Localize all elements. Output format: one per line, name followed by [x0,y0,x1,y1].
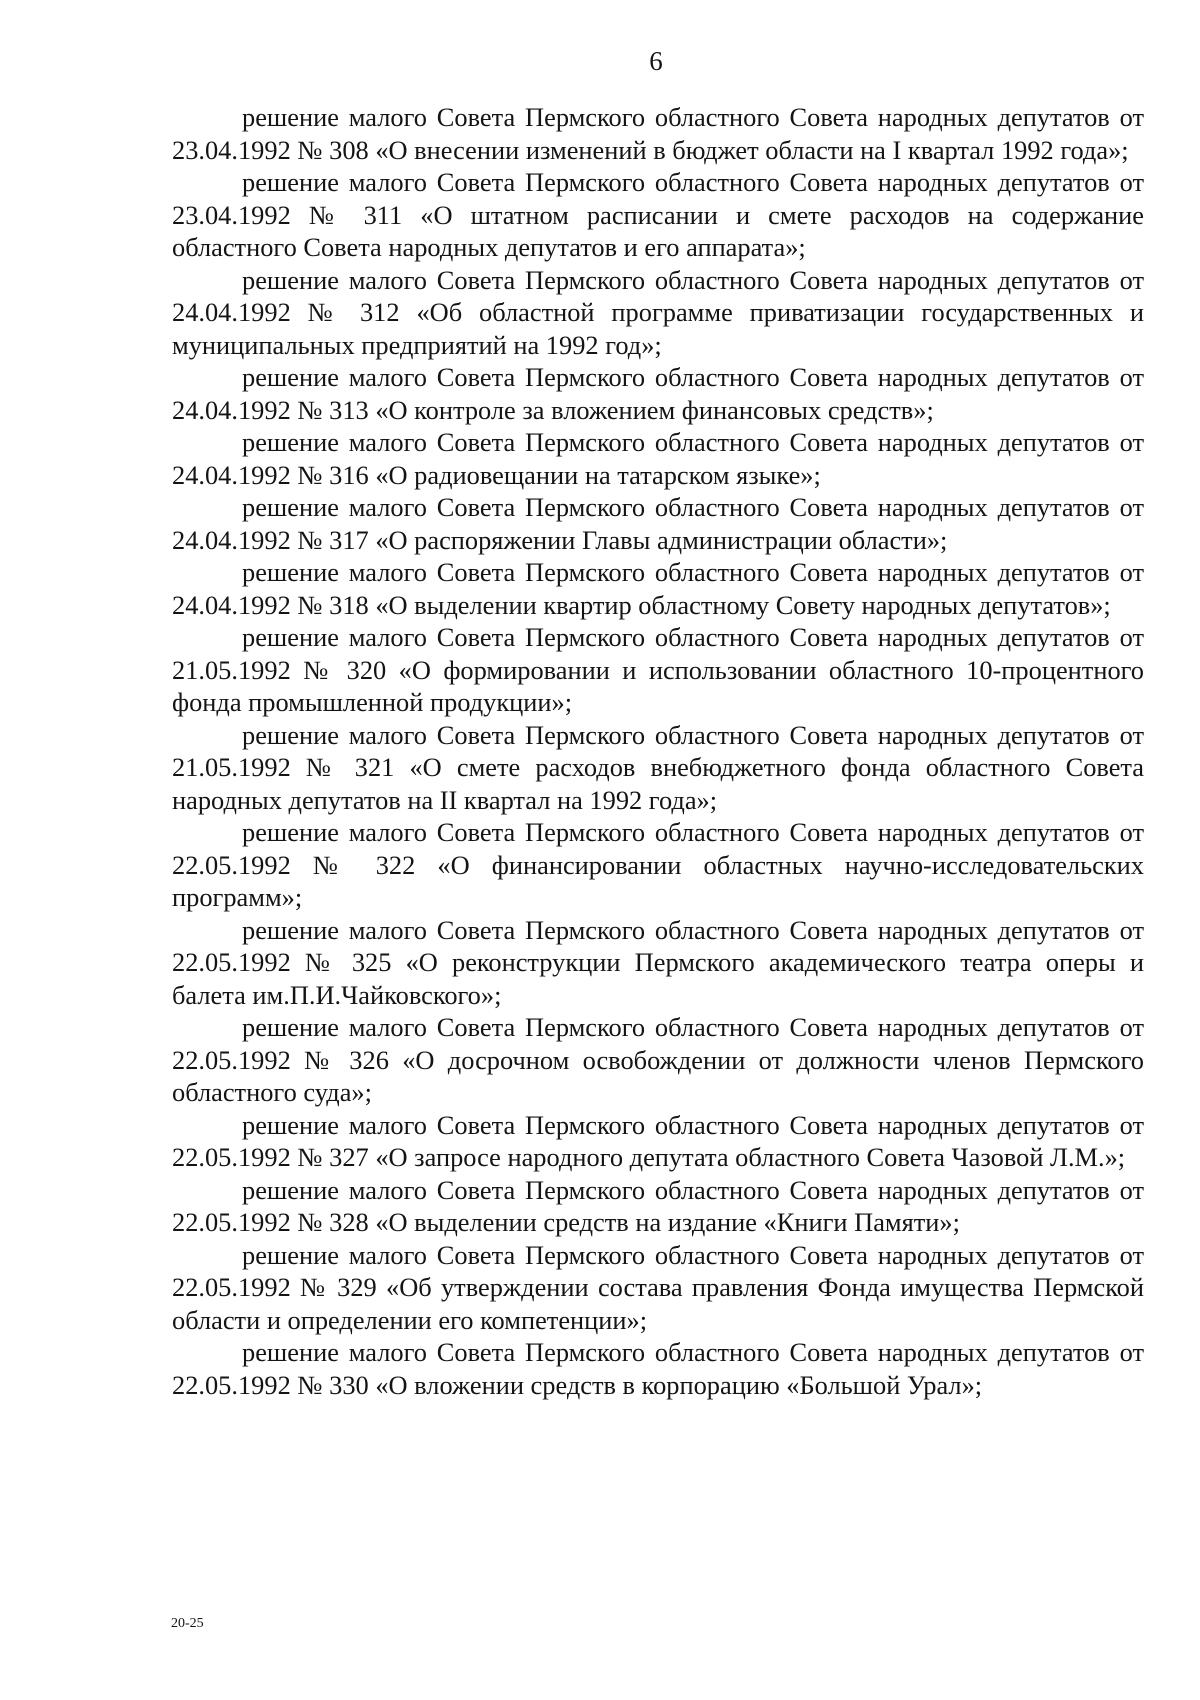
list-item: решение малого Совета Пермского областного Совета народных депутатов от 24.04.1992 № 317 «О распоряжении Главы администрации области»; [172,492,1144,555]
list-item: решение малого Совета Пермского областного Совета народных депутатов от 22.05.1992 № 326 «О досрочном освобождении от должности членов Пермского областного суда»; [172,1012,1144,1107]
list-item: решение малого Совета Пермского областного Совета народных депутатов от 22.05.1992 № 322 «О финансировании областных научно-исследовательских программ»; [172,817,1144,912]
list-item: решение малого Совета Пермского областного Совета народных депутатов от 24.04.1992 № 313 «О контроле за вложением финансовых средств»; [172,362,1144,425]
list-item: решение малого Совета Пермского областного Совета народных депутатов от 23.04.1992 № 311 «О штатном расписании и смете расходов на содержание областного Совета народных депутатов и его аппарата»; [172,167,1144,262]
list-item: решение малого Совета Пермского областного Совета народных депутатов от 24.04.1992 № 312 «Об областной программе приватизации государственных и муниципальных предприятий на 1992 год»; [172,264,1144,360]
list-item: решение малого Совета Пермского областного Совета народных депутатов от 24.04.1992 № 318 «О выделении квартир областному Совету народных депутатов»; [172,557,1144,620]
list-item: решение малого Совета Пермского областного Совета народных депутатов от 24.04.1992 № 316 «О радиовещании на татарском языке»; [172,427,1144,490]
list-item: решение малого Совета Пермского областного Совета народных депутатов от 22.05.1992 № 328 «О выделении средств на издание «Книги Памяти»; [172,1174,1144,1237]
list-item: решение малого Совета Пермского областного Совета народных депутатов от 21.05.1992 № 321 «О смете расходов внебюджетного фонда областного Совета народных депутатов на II квартал на 1992 года»; [172,719,1144,815]
list-item: решение малого Совета Пермского областного Совета народных депутатов от 21.05.1992 № 320 «О формировании и использовании областного 10-процентного фонда промышленной продукции»; [172,622,1144,717]
document-code: 20-25 [171,1616,204,1631]
list-item: решение малого Совета Пермского областного Совета народных депутатов от 22.05.1992 № 329 «Об утверждении состава правления Фонда имущества Пермской области и определении его компетенции»; [172,1239,1144,1335]
list-item: решение малого Совета Пермского областного Совета народных депутатов от 22.05.1992 № 330 «О вложении средств в корпорацию «Большой Урал»; [172,1337,1144,1400]
list-item: решение малого Совета Пермского областного Совета народных депутатов от 23.04.1992 № 308 «О внесении изменений в бюджет области на I квартал 1992 года»; [172,102,1144,165]
list-item: решение малого Совета Пермского областного Совета народных депутатов от 22.05.1992 № 325 «О реконструкции Пермского академического театра оперы и балета им.П.И.Чайковского»; [172,914,1144,1010]
page-number: 6 [649,46,663,76]
document-body [172,101,1144,1401]
list-item: решение малого Совета Пермского областного Совета народных депутатов от 22.05.1992 № 327 «О запросе народного депутата областного Совета Чазовой Л.М.»; [172,1109,1144,1172]
